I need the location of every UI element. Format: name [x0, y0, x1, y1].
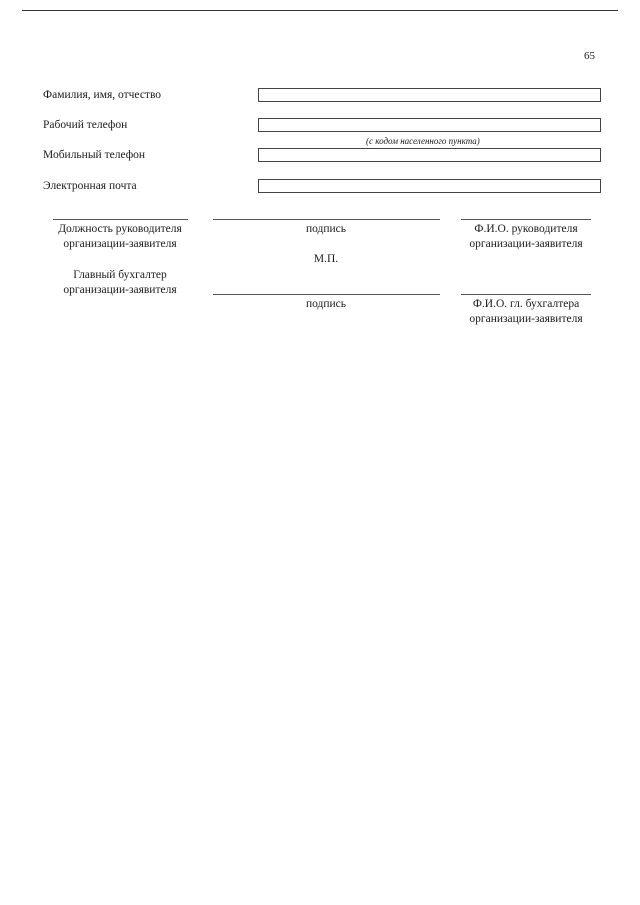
full-name-label: Фамилия, имя, отчество — [43, 89, 162, 101]
work-phone-label: Рабочий телефон — [43, 119, 128, 131]
accountant-name-caption: Ф.И.О. гл. бухгалтера организации-заявителя — [469, 298, 583, 325]
accountant-signature-caption: подпись — [305, 298, 347, 310]
head-signature-line — [213, 219, 440, 220]
email-label: Электронная почта — [43, 180, 137, 192]
head-name-line — [461, 219, 591, 220]
work-phone-field[interactable] — [258, 118, 601, 132]
page-number: 65 — [584, 50, 595, 62]
full-name-field[interactable] — [258, 88, 601, 102]
accountant-name-line — [461, 294, 591, 295]
accountant-signature-line — [213, 294, 440, 295]
head-position-line — [53, 219, 188, 220]
top-rule — [22, 10, 618, 11]
mobile-phone-label: Мобильный телефон — [43, 149, 146, 161]
accountant-position-caption: Главный бухгалтер организации-заявителя — [63, 269, 177, 296]
work-phone-hint: (с кодом населенного пункта) — [366, 136, 480, 146]
head-position-caption: Должность руководителя организации-заявителя — [58, 223, 182, 250]
head-name-caption: Ф.И.О. руководителя организации-заявителя — [469, 223, 583, 250]
head-signature-caption: подпись — [305, 223, 347, 235]
mobile-phone-field[interactable] — [258, 148, 601, 162]
stamp-placeholder: М.П. — [313, 253, 339, 265]
email-field[interactable] — [258, 179, 601, 193]
